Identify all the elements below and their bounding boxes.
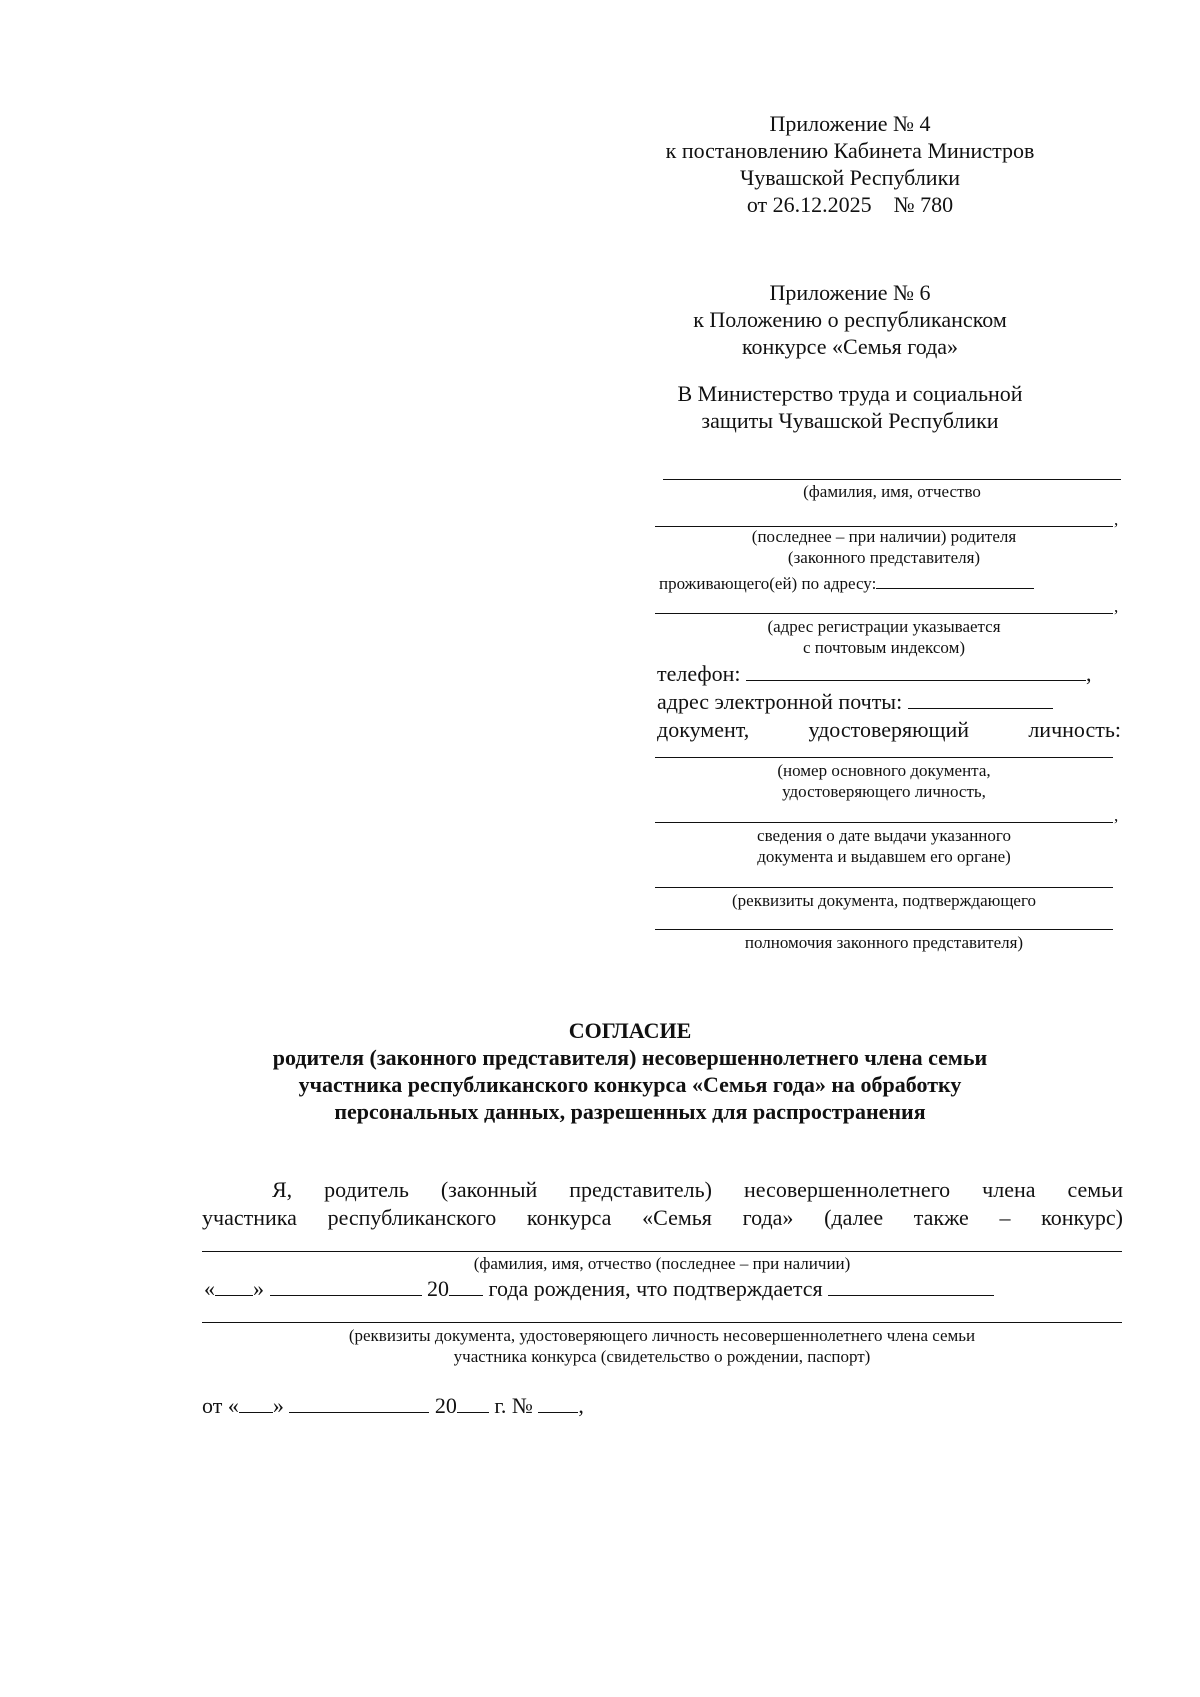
email-field[interactable] — [908, 688, 1053, 709]
from-quote-close: » — [272, 1393, 284, 1418]
document-word-1: документ, — [657, 717, 750, 742]
appendix4-line4: от 26.12.2025 № 780 — [746, 192, 954, 217]
birth-proof-field[interactable] — [828, 1275, 994, 1296]
name-fill-line-1[interactable] — [663, 479, 1121, 480]
comma-1: , — [1114, 510, 1119, 529]
birth-quote-close: » — [253, 1276, 264, 1301]
address-fill-line[interactable] — [655, 613, 1113, 614]
caption-name-3: (законного представителя) — [787, 548, 981, 567]
document-row — [657, 716, 1121, 743]
document-fill-line-2[interactable] — [655, 822, 1113, 823]
appendix6-line2: к Положению о республиканском — [693, 307, 1007, 332]
appendix4-line2: к постановлению Кабинета Министров — [665, 138, 1035, 163]
appendix4-line1: Приложение № 4 — [769, 111, 931, 136]
child-document-fill-line[interactable] — [202, 1322, 1122, 1323]
from-year-prefix: 20 — [434, 1393, 457, 1418]
caption-address-2: с почтовым индексом) — [802, 638, 966, 657]
paragraph-line-2-text: участника республиканского конкурса «Семья года» (далее также – конкурс) — [202, 1205, 1123, 1230]
document-fill-line-1[interactable] — [655, 757, 1113, 758]
from-label: от « — [202, 1393, 239, 1418]
consent-subtitle-1: родителя (законного представителя) несовершеннолетнего члена семьи — [272, 1045, 988, 1070]
appendix6-line3: конкурсе «Семья года» — [741, 334, 959, 359]
appendix4-line3: Чувашской Республики — [739, 165, 961, 190]
paragraph-line-1-text: Я, родитель (законный представитель) несовершеннолетнего члена семьи — [272, 1177, 1123, 1202]
comma-2: , — [1114, 597, 1119, 616]
address-label: проживающего(ей) по адресу: — [659, 574, 877, 593]
email-row — [657, 688, 1053, 715]
caption-child-name: (фамилия, имя, отчество (последнее – при наличии) — [473, 1254, 851, 1273]
caption-name-1: (фамилия, имя, отчество — [803, 482, 981, 501]
caption-address-1: (адрес регистрации указывается — [767, 617, 1001, 636]
from-year-field[interactable] — [457, 1392, 489, 1413]
caption-name-2: (последнее – при наличии) родителя — [751, 527, 1017, 546]
document-word-3: личность: — [1028, 717, 1121, 742]
birth-row — [204, 1275, 994, 1302]
birth-quote-open: « — [204, 1276, 215, 1301]
document-word-2: удостоверяющий — [808, 717, 970, 742]
caption-requisites-1: (реквизиты документа, подтверждающего — [731, 891, 1037, 910]
addressee-line2: защиты Чувашской Республики — [701, 408, 999, 433]
appendix6-line1: Приложение № 6 — [769, 280, 931, 305]
caption-doc-1: (номер основного документа, — [777, 761, 991, 780]
consent-subtitle-3: персональных данных, разрешенных для распространения — [334, 1099, 926, 1124]
caption-child-doc-1: (реквизиты документа, удостоверяющего личность несовершеннолетнего члена семьи — [348, 1326, 976, 1345]
from-month-field[interactable] — [289, 1392, 429, 1413]
address-field[interactable] — [876, 568, 1034, 589]
from-number-field[interactable] — [538, 1392, 578, 1413]
birth-year-prefix: 20 — [427, 1276, 449, 1301]
paragraph-line-1 — [272, 1176, 1123, 1203]
from-comma: , — [578, 1393, 584, 1418]
appendix6-block — [600, 279, 1100, 360]
email-label: адрес электронной почты: — [657, 689, 903, 714]
from-row — [202, 1392, 584, 1419]
comma-3: , — [1086, 661, 1092, 686]
caption-doc-4: документа и выдавшем его органе) — [757, 847, 1011, 866]
requisites-fill-line-2[interactable] — [655, 929, 1113, 930]
phone-row — [657, 660, 1092, 687]
caption-requisites-2: полномочия законного представителя) — [744, 933, 1024, 952]
caption-doc-3: сведения о дате выдачи указанного — [757, 826, 1011, 845]
caption-child-doc-2: участника конкурса (свидетельство о рождении, паспорт) — [453, 1347, 871, 1366]
addressee-line1: В Министерство труда и социальной — [677, 381, 1023, 406]
consent-subtitle-2: участника республиканского конкурса «Семья года» на обработку — [298, 1072, 962, 1097]
birth-day-field[interactable] — [215, 1275, 253, 1296]
phone-field[interactable] — [746, 660, 1086, 681]
consent-title: СОГЛАСИЕ — [568, 1018, 692, 1043]
birth-month-field[interactable] — [270, 1275, 422, 1296]
phone-label: телефон: — [657, 661, 741, 686]
address-row — [659, 568, 1034, 594]
paragraph-line-2 — [202, 1204, 1123, 1231]
appendix4-block — [600, 110, 1100, 218]
requisites-fill-line-1[interactable] — [655, 887, 1113, 888]
child-name-fill-line[interactable] — [202, 1251, 1122, 1252]
birth-year-field[interactable] — [449, 1275, 483, 1296]
consent-heading-block — [170, 1017, 1090, 1125]
comma-4: , — [1114, 806, 1119, 825]
caption-doc-2: удостоверяющего личность, — [782, 782, 986, 801]
birth-text: года рождения, что подтверждается — [488, 1276, 823, 1301]
from-day-field[interactable] — [239, 1392, 273, 1413]
from-g-number: г. № — [494, 1393, 533, 1418]
addressee-block — [610, 380, 1090, 434]
